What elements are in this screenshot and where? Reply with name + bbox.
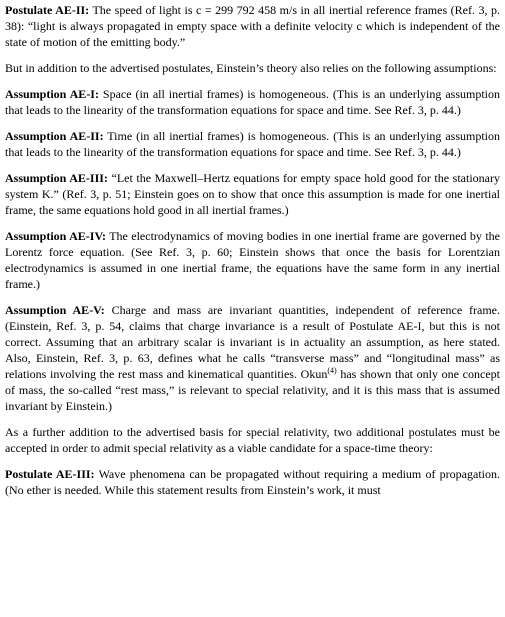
paragraph-label: Assumption AE-V: bbox=[5, 303, 105, 317]
postulate-ae-ii-paragraph bbox=[5, 2, 500, 50]
paragraph-text: The electrodynamics of moving bodies in one inertial frame are governed by the Lorentz force equation. (See Ref. 3, p. 60; Einstein shows that once the basis for Lorentzian electrodynamics is assumed in one inertial frame, the equations have the same form in any inertial frame.) bbox=[5, 229, 500, 291]
paragraph-text: “Let the Maxwell–Hertz equations for empty space hold good for the stationary system K.” (Ref. 3, p. 51; Einstein goes on to show that once this assumption is made for one inertial frame, the same equations hold good in all inertial frames.) bbox=[5, 171, 500, 217]
assumption-ae-i-paragraph bbox=[5, 86, 500, 118]
paragraph-text: Wave phenomena can be propagated without requiring a medium of propagation. (No ether is needed. While this statement results from Einstein’s work, it must bbox=[5, 467, 500, 497]
paragraph-text: Time (in all inertial frames) is homogeneous. (This is an underlying assumption that leads to the linearity of the transformation equations for space and time. See Ref. 3, p. 44.) bbox=[5, 129, 500, 159]
paragraph-label: Postulate AE-III: bbox=[5, 467, 95, 481]
paragraph-label: Assumption AE-IV: bbox=[5, 229, 106, 243]
assumption-ae-iv-paragraph bbox=[5, 228, 500, 292]
paragraph-text: But in addition to the advertised postulates, Einstein’s theory also relies on the following assumptions: bbox=[5, 61, 497, 75]
paragraph-text: Charge and mass are invariant quantities, independent of reference frame. (Einstein, Ref. 3, p. 54, claims that charge invariance is a result of Postulate AE-I, but this is not correct. Assuming that an arbitrary scalar is invariant is in actuality an assumption, as here stated. Also, Einstein, Ref. 3, p. 63, defines what he calls “transverse mass” and “longitudinal mass” as relations involving the rest mass and kinematical quantities. Okun bbox=[5, 303, 500, 381]
paragraph-label: Postulate AE-II: bbox=[5, 3, 90, 17]
paragraph-text: The speed of light is c = 299 792 458 m/s in all inertial reference frames (Ref. 3, p. 38): “light is always propagated in empty space with a definite velocity c which is independent of the state of motion of the emitting body.” bbox=[5, 3, 500, 49]
paragraph-label: Assumption AE-II: bbox=[5, 129, 104, 143]
paragraph-text: Space (in all inertial frames) is homogeneous. (This is an underlying assumption that leads to the linearity of the transformation equations for space and time. See Ref. 3, p. 44.) bbox=[5, 87, 500, 117]
citation-superscript: (4) bbox=[327, 366, 337, 375]
further-postulates-intro-paragraph bbox=[5, 424, 500, 456]
paragraph-label: Assumption AE-III: bbox=[5, 171, 108, 185]
assumption-ae-ii-paragraph bbox=[5, 128, 500, 160]
assumption-ae-v-paragraph bbox=[5, 302, 500, 414]
paragraph-label: Assumption AE-I: bbox=[5, 87, 99, 101]
assumptions-intro-paragraph bbox=[5, 60, 500, 76]
postulate-ae-iii-paragraph bbox=[5, 466, 500, 498]
assumption-ae-iii-paragraph bbox=[5, 170, 500, 218]
paragraph-text: As a further addition to the advertised basis for special relativity, two additional postulates must be accepted in order to admit special relativity as a viable candidate for a space-time theory: bbox=[5, 425, 500, 455]
paragraph-text-continued: has shown that only one concept of mass, the so-called “rest mass,” is relevant to special relativity, and it is this mass that is assumed invariant by Einstein.) bbox=[5, 367, 500, 413]
